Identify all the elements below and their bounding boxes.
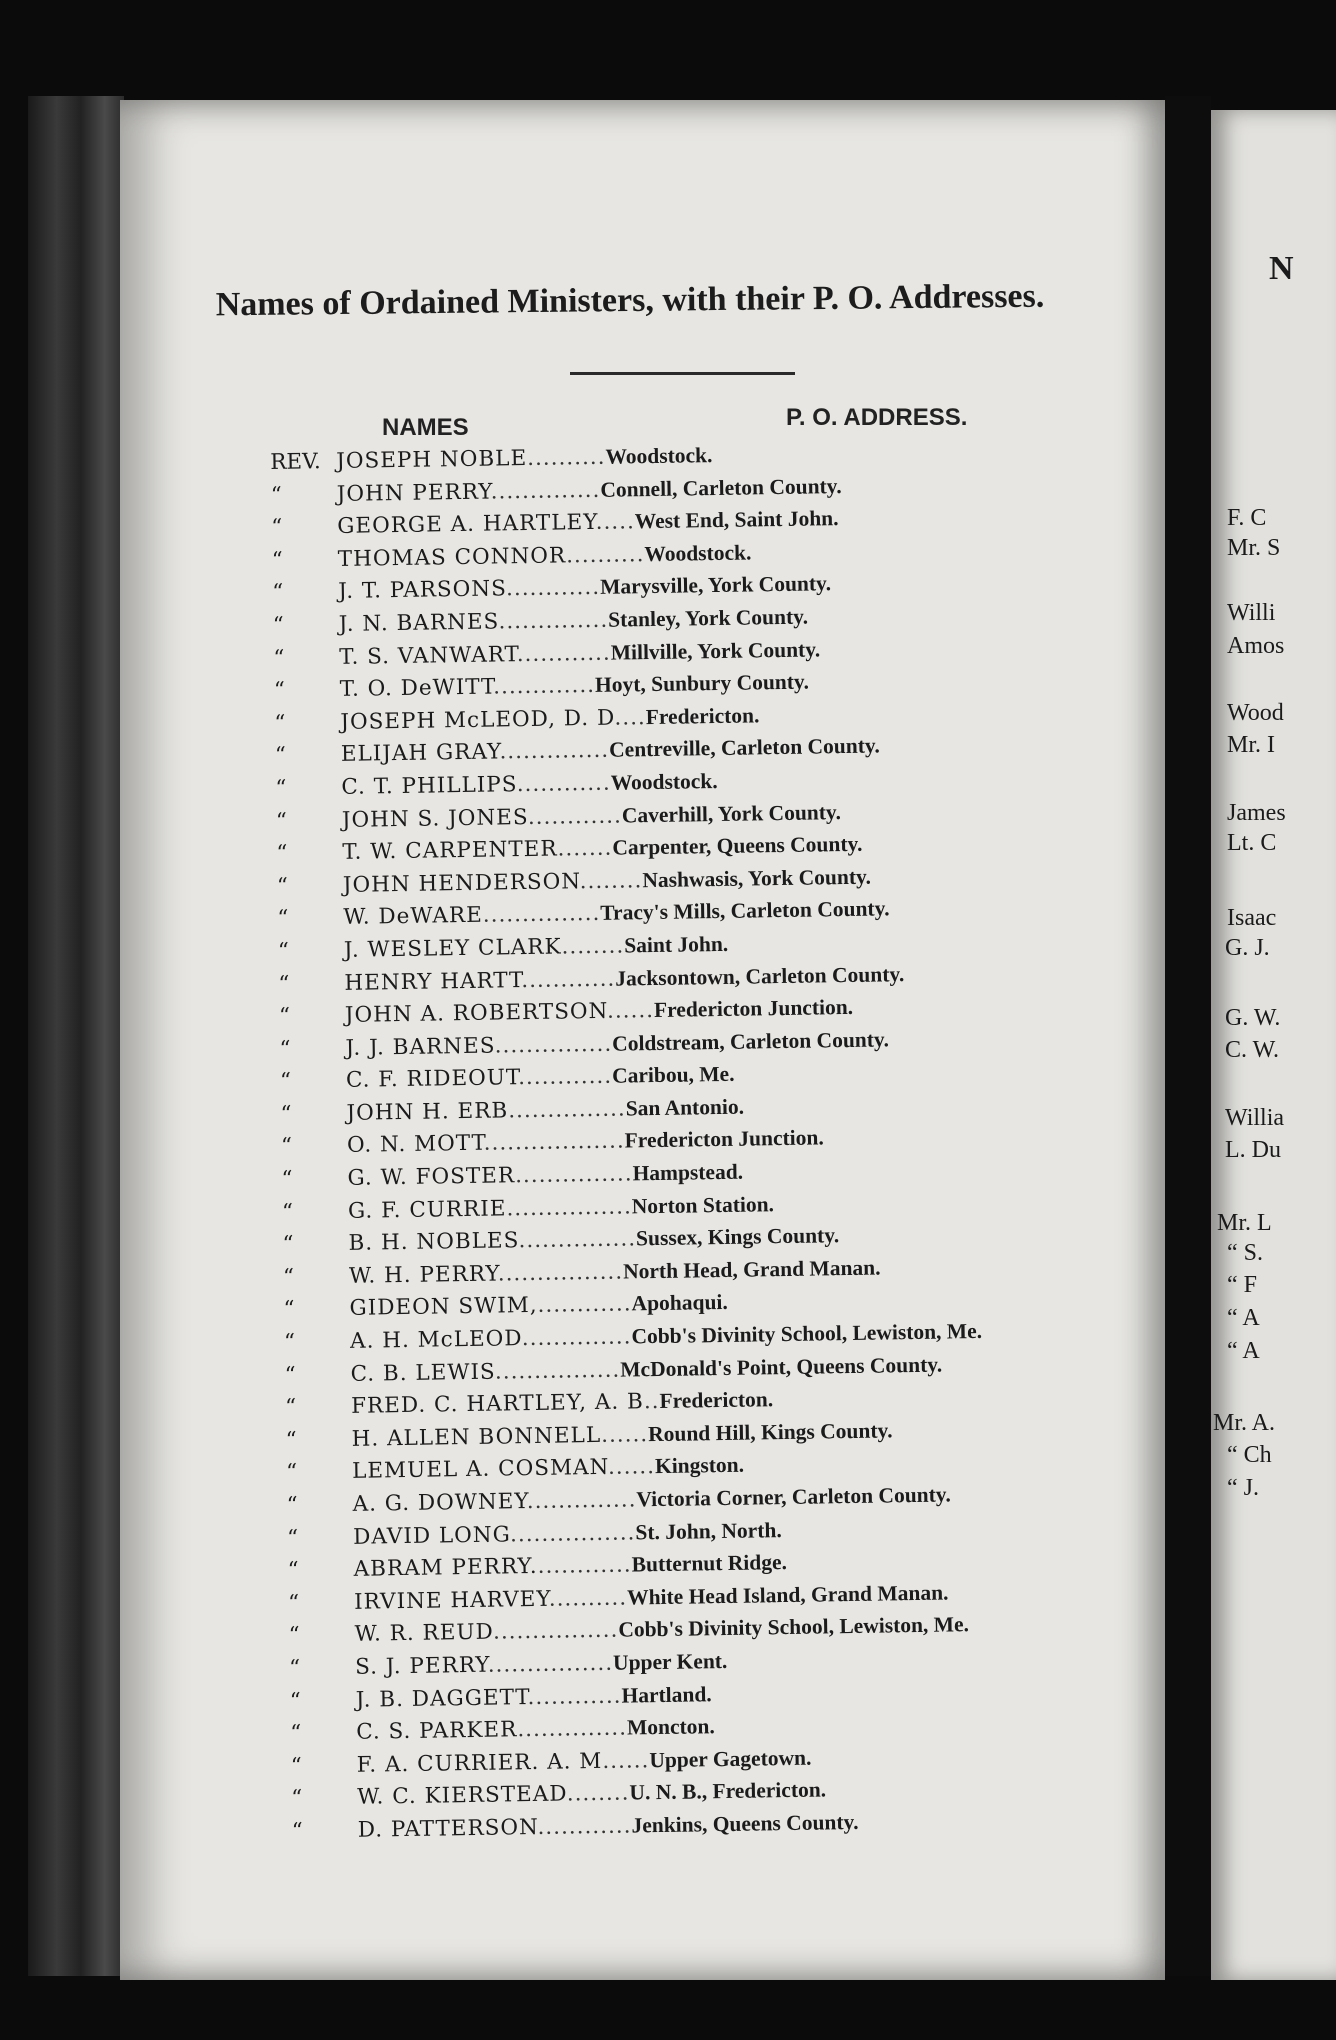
entry-prefix: “	[278, 1003, 291, 1030]
entry-name: J. N. BARNES	[338, 609, 499, 637]
entry-prefix: “	[273, 677, 286, 704]
entry-name: T. W. CARPENTER	[342, 836, 558, 866]
entry-prefix: “	[279, 1069, 292, 1095]
entry-address: Norton Station.	[631, 1191, 775, 1219]
entry-leader: ..........	[565, 541, 645, 569]
entry-leader: ............	[516, 770, 611, 798]
entry-address: Upper Kent.	[612, 1648, 728, 1675]
entry-leader: ................	[494, 1357, 621, 1385]
entry-address: Coldstream, Carleton County.	[611, 1027, 890, 1056]
entry-name: JOHN S. JONES	[341, 804, 529, 833]
entry-leader: ........	[566, 1780, 630, 1807]
entry-name: H. ALLEN BONNELL	[351, 1422, 602, 1452]
entry-leader: ...............	[508, 1096, 626, 1124]
facing-page-fragment: Isaac	[1227, 905, 1277, 931]
entry-address: Tracy's Mills, Carleton County.	[600, 896, 890, 926]
facing-page-fragment: Wood	[1227, 700, 1284, 726]
entry-leader: ..............	[490, 477, 601, 505]
entry-leader: ................	[506, 1194, 632, 1222]
entry-leader: ..........	[548, 1585, 628, 1612]
entry-leader: ............	[537, 1291, 632, 1319]
entry-prefix: “	[279, 1036, 291, 1062]
facing-page-fragment: “ J.	[1227, 1475, 1259, 1501]
entry-name: C. T. PHILLIPS	[341, 772, 517, 800]
facing-page-fragment: Mr. A.	[1213, 1410, 1276, 1436]
entry-address: Jenkins, Queens County.	[631, 1809, 859, 1838]
entry-prefix: “	[285, 1460, 298, 1486]
entry-leader: ................	[497, 1259, 624, 1287]
entry-address: Fredericton Junction.	[624, 1125, 824, 1153]
entry-address: U. N. B., Fredericton.	[629, 1777, 827, 1805]
entry-name: HENRY HARTT	[344, 967, 522, 996]
column-header-address: P. O. ADDRESS.	[786, 404, 968, 431]
entry-address: Woodstock.	[605, 443, 713, 469]
entry-address: Cobb's Divinity School, Lewiston, Me.	[631, 1318, 983, 1349]
entry-leader: ............	[537, 1813, 632, 1840]
entry-leader: ................	[492, 1618, 619, 1646]
facing-page-fragment: “ Ch	[1227, 1442, 1272, 1468]
entry-leader: ............	[516, 640, 611, 667]
column-header-names: NAMES	[382, 414, 469, 441]
entry-leader: ............	[527, 803, 623, 830]
entry-address: Kingston.	[654, 1453, 745, 1479]
entry-address: Caverhill, York County.	[621, 799, 842, 828]
entry-address: Marysville, York County.	[599, 571, 832, 600]
entry-address: North Head, Grand Manan.	[622, 1255, 881, 1284]
entry-leader: ......	[600, 1421, 649, 1448]
entry-prefix: “	[277, 938, 290, 964]
entry-prefix: “	[273, 645, 285, 671]
entry-address: Carpenter, Queens County.	[612, 831, 863, 860]
entry-leader: ............	[537, 1552, 632, 1580]
entry-prefix: “	[275, 775, 287, 801]
entry-prefix: “	[284, 1394, 297, 1421]
entry-leader: ............	[527, 1683, 622, 1710]
entry-address: Saint John.	[624, 931, 729, 958]
entry-name: C. F. RIDEOUT	[345, 1065, 519, 1094]
book-spine	[28, 96, 124, 1976]
entry-address: Woodstock.	[610, 768, 718, 795]
entry-prefix: “	[281, 1199, 294, 1225]
entry-prefix: “	[272, 612, 285, 638]
entry-address: San Antonio.	[625, 1094, 745, 1121]
entry-name: JOHN H. ERB	[346, 1098, 509, 1126]
entry-prefix: “	[287, 1590, 300, 1616]
entry-address: Caribou, Me.	[611, 1062, 735, 1088]
facing-page-fragment: C. W.	[1225, 1037, 1280, 1063]
entry-address: Fredericton.	[659, 1387, 774, 1414]
entry-leader: ..............	[521, 1324, 632, 1352]
facing-page-fragment: L. Du	[1225, 1137, 1281, 1163]
entry-prefix: “	[276, 840, 288, 867]
entry-prefix: “	[288, 1623, 300, 1649]
entry-prefix: REV.	[270, 449, 321, 475]
entry-address: Round Hill, Kings County.	[647, 1418, 893, 1446]
entry-name: S. J. PERRY	[354, 1652, 488, 1680]
entry-address: White Head Island, Grand Manan.	[626, 1580, 949, 1610]
entry-leader: ...............	[518, 1226, 637, 1254]
page-title: Names of Ordained Ministers, with their P. O. Addresses.	[215, 277, 1045, 324]
facing-page-fragment: “ A	[1227, 1338, 1260, 1364]
entry-leader: ...............	[514, 1161, 633, 1189]
entry-name: FRED. C. HARTLEY, A. B	[350, 1389, 645, 1420]
entry-name: W. C. KIERSTEAD	[357, 1781, 567, 1811]
entry-leader: ......	[602, 1747, 650, 1774]
entry-name: W. H. PERRY	[348, 1261, 498, 1289]
facing-page-fragment: Amos	[1227, 633, 1285, 659]
entry-name: B. H. NOBLES	[348, 1228, 519, 1257]
entry-name: A. G. DOWNEY	[352, 1489, 527, 1517]
entry-prefix: “	[286, 1492, 298, 1518]
facing-page-fragment: F. C	[1227, 505, 1267, 531]
entry-leader: ........	[561, 933, 625, 960]
entry-address: Hartland.	[621, 1681, 712, 1708]
entry-address: Hampstead.	[632, 1159, 744, 1186]
entry-prefix: “	[280, 1134, 293, 1160]
title-rule	[570, 372, 795, 375]
entry-name: DAVID LONG	[352, 1521, 511, 1550]
entry-prefix: “	[290, 1720, 302, 1746]
entry-address: Woodstock.	[644, 540, 752, 566]
entry-leader: ............	[517, 1063, 613, 1091]
entry-address: Moncton.	[626, 1714, 715, 1740]
entry-prefix: “	[271, 547, 283, 573]
entry-prefix: “	[287, 1557, 299, 1584]
facing-page-fragment: G. W.	[1225, 1005, 1281, 1031]
entry-address: Butternut Ridge.	[631, 1550, 788, 1577]
facing-page	[1211, 110, 1336, 1980]
facing-page-fragment: Mr. L	[1217, 1210, 1272, 1236]
entry-name: THOMAS CONNOR	[337, 543, 567, 572]
entry-name: J. B. DAGGETT	[355, 1684, 528, 1713]
entry-leader: ...............	[494, 1031, 613, 1059]
entry-name: LEMUEL A. COSMAN	[351, 1455, 609, 1485]
facing-page-fragment: Mr. I	[1227, 732, 1275, 758]
entry-prefix: “	[283, 1329, 296, 1355]
facing-page-fragment: “ F	[1227, 1272, 1257, 1298]
entry-address: Cobb's Divinity School, Lewiston, Me.	[618, 1612, 970, 1643]
entry-address: Apohaqui.	[631, 1290, 728, 1316]
entry-address: West End, Saint John.	[634, 506, 839, 534]
entry-prefix: “	[289, 1655, 301, 1681]
entry-name: F. A. CURRIER. A. M	[356, 1748, 603, 1778]
facing-page-fragment: Willia	[1225, 1105, 1285, 1131]
entry-leader: ....	[614, 704, 646, 731]
entry-prefix: “	[282, 1231, 294, 1258]
facing-page-fragment: N	[1269, 250, 1294, 287]
entry-prefix: “	[289, 1688, 301, 1714]
entry-address: St. John, North.	[635, 1517, 782, 1544]
entry-leader: ................	[509, 1519, 636, 1547]
entry-leader: ..............	[498, 607, 609, 635]
entry-prefix: “	[277, 906, 289, 932]
entry-prefix: “	[274, 710, 286, 736]
entry-name: J. WESLEY CLARK	[343, 934, 562, 963]
entry-name: O. N. MOTT	[346, 1131, 484, 1159]
entry-leader: ................	[487, 1650, 614, 1678]
ministers-list	[270, 432, 1192, 1847]
entry-address: Centreville, Carleton County.	[608, 733, 881, 763]
entry-name: A. H. McLEOD	[349, 1326, 522, 1354]
entry-prefix: “	[270, 482, 282, 508]
entry-address: Fredericton.	[645, 703, 760, 729]
entry-name: G. F. CURRIE	[347, 1196, 507, 1224]
entry-leader: ..............	[499, 738, 610, 765]
entry-name: C. S. PARKER	[356, 1717, 518, 1745]
entry-leader: ..........	[526, 444, 606, 471]
entry-prefix: “	[280, 1101, 292, 1127]
entry-address: Sussex, Kings County.	[635, 1223, 840, 1251]
entry-address: Hoyt, Sunbury County.	[594, 669, 810, 698]
entry-leader: ............	[521, 966, 616, 993]
entry-leader: ........	[579, 867, 643, 894]
entry-name: G. W. FOSTER	[347, 1163, 516, 1191]
facing-page-fragment: G. J.	[1225, 935, 1270, 961]
entry-name: D. PATTERSON	[357, 1814, 538, 1843]
entry-leader: .......	[557, 835, 613, 862]
entry-prefix: “	[286, 1525, 299, 1551]
entry-address: Connell, Carleton County.	[600, 473, 842, 502]
entry-prefix: “	[282, 1264, 295, 1290]
entry-name: JOSEPH McLEOD, D. D	[340, 705, 615, 735]
facing-page-fragment: Willi	[1227, 600, 1276, 626]
entry-name: ELIJAH GRAY	[340, 739, 500, 768]
facing-page-fragment: Lt. C	[1227, 830, 1277, 856]
entry-prefix: “	[278, 971, 290, 997]
entry-prefix: “	[275, 808, 288, 834]
entry-leader: ..............	[526, 1487, 637, 1515]
facing-page-fragment: James	[1227, 800, 1286, 826]
facing-page-fragment: “ S.	[1227, 1240, 1263, 1266]
entry-prefix: “	[291, 1818, 303, 1844]
entry-prefix: “	[276, 873, 289, 899]
entry-name: IRVINE HARVEY	[353, 1586, 549, 1615]
entry-name: GIDEON SWIM,	[349, 1293, 538, 1322]
entry-name: JOHN HENDERSON	[342, 868, 580, 898]
entry-name: JOHN PERRY	[336, 479, 491, 507]
entry-address: Stanley, York County.	[607, 604, 809, 632]
entry-name: ABRAM PERRY.	[353, 1554, 538, 1583]
entry-address: Millville, York County.	[610, 636, 821, 665]
entry-address: Nashwasis, York County.	[642, 864, 872, 892]
entry-prefix: “	[274, 743, 287, 769]
entry-prefix: “	[291, 1786, 303, 1812]
entry-leader: ..............	[517, 1715, 628, 1743]
entry-name: T. O. DeWITT	[339, 674, 494, 703]
entry-address: Fredericton Junction.	[653, 995, 854, 1023]
entry-leader: ..	[643, 1389, 660, 1415]
entry-leader: .....	[595, 509, 636, 536]
entry-name: T. S. VANWART	[339, 641, 517, 670]
entry-name: W. R. REUD	[354, 1620, 494, 1648]
entry-address: Jacksontown, Carleton County.	[615, 961, 905, 991]
entry-name: JOSEPH NOBLE	[336, 445, 528, 474]
entry-prefix: “	[271, 515, 283, 541]
entry-address: Victoria Corner, Carleton County.	[636, 1482, 951, 1512]
entry-prefix: “	[283, 1297, 295, 1323]
entry-prefix: “	[281, 1166, 293, 1192]
book-gutter	[1165, 96, 1211, 1976]
entry-name: GEORGE A. HARTLEY	[337, 510, 596, 540]
entry-leader: ......	[607, 1454, 656, 1481]
facing-page-fragment: “ A	[1227, 1305, 1260, 1331]
entry-name: C. B. LEWIS	[350, 1359, 496, 1387]
entry-prefix: “	[272, 580, 284, 606]
entry-address: McDonald's Point, Queens County.	[620, 1352, 943, 1382]
entry-prefix: “	[284, 1362, 296, 1388]
entry-leader: ............	[505, 575, 601, 602]
entry-leader: .............	[492, 673, 596, 700]
entry-name: JOHN A. ROBERTSON	[344, 998, 608, 1028]
entry-leader: ...............	[482, 901, 601, 929]
entry-leader: ......	[606, 998, 655, 1024]
entry-name: J. T. PARSONS	[338, 576, 507, 605]
entry-address: Upper Gagetown.	[649, 1745, 812, 1772]
facing-page-fragment: Mr. S	[1227, 535, 1281, 561]
entry-leader: ..................	[483, 1128, 625, 1157]
entry-prefix: “	[290, 1753, 302, 1779]
entry-name: J. J. BARNES	[345, 1033, 495, 1061]
entry-name: W. DeWARE	[343, 903, 484, 931]
entry-prefix: “	[285, 1427, 297, 1453]
